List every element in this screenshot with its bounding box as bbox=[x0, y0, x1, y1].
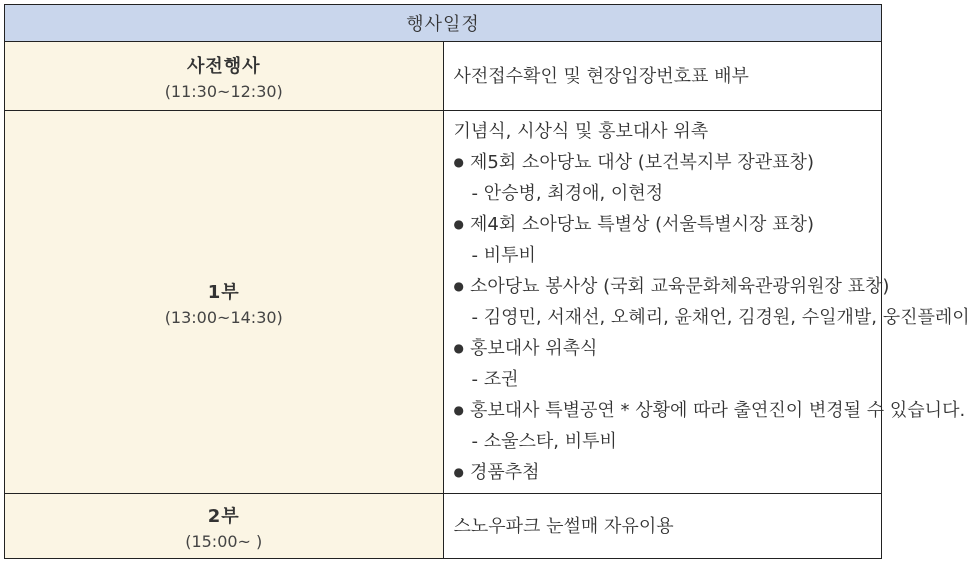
bullet-item: ● 제5회 소아당뇨 대상 (보건복지부 장관표창) bbox=[454, 147, 882, 178]
row-content-cell bbox=[443, 42, 882, 111]
bullet-item: ● 소아당뇨 봉사상 (국회 교육문화체육관광위원장 표창) bbox=[454, 271, 882, 302]
bullet-item: ● 경품추첨 bbox=[454, 457, 882, 488]
schedule-row-pre-event bbox=[5, 42, 882, 111]
schedule-title: 행사일정 bbox=[5, 5, 882, 42]
session-name: 1부 bbox=[207, 281, 240, 303]
event-schedule-table bbox=[4, 4, 970, 559]
row-label-cell bbox=[5, 111, 444, 494]
session-time: (13:00~14:30) bbox=[164, 307, 283, 327]
schedule-row-part1 bbox=[5, 111, 882, 494]
content-line: 스노우파크 눈썰매 자유이용 bbox=[453, 515, 674, 537]
content-line: 기념식, 시상식 및 홍보대사 위촉 bbox=[453, 121, 709, 142]
schedule-row-part2 bbox=[5, 494, 882, 559]
row-label-cell bbox=[5, 494, 444, 559]
bullet-item: ● 홍보대사 특별공연 * 상황에 따라 출연진이 변경될 수 있습니다. bbox=[454, 395, 882, 426]
row-label-cell bbox=[5, 42, 444, 111]
session-name: 2부 bbox=[207, 505, 240, 527]
bullet-item: ● 제4회 소아당뇨 특별상 (서울특별시장 표창) bbox=[454, 209, 882, 240]
row-content-cell bbox=[443, 111, 970, 494]
session-time: (11:30~12:30) bbox=[164, 81, 283, 101]
session-time: (15:00~ ) bbox=[185, 531, 263, 551]
session-name: 사전행사 bbox=[186, 55, 261, 77]
sub-item: - 김영민, 서재선, 오혜리, 윤채언, 김경원, 수일개발, 웅진플레이 bbox=[471, 307, 970, 328]
sub-item: - 소울스타, 비투비 bbox=[471, 431, 617, 452]
bullet-item: ● 홍보대사 위촉식 bbox=[454, 333, 882, 364]
sub-item: - 비투비 bbox=[471, 245, 536, 266]
sub-item: - 조권 bbox=[471, 369, 519, 390]
sub-item: - 안승병, 최경애, 이현정 bbox=[471, 183, 664, 204]
row-content-cell bbox=[443, 494, 882, 559]
content-line: 사전접수확인 및 현장입장번호표 배부 bbox=[453, 65, 749, 87]
